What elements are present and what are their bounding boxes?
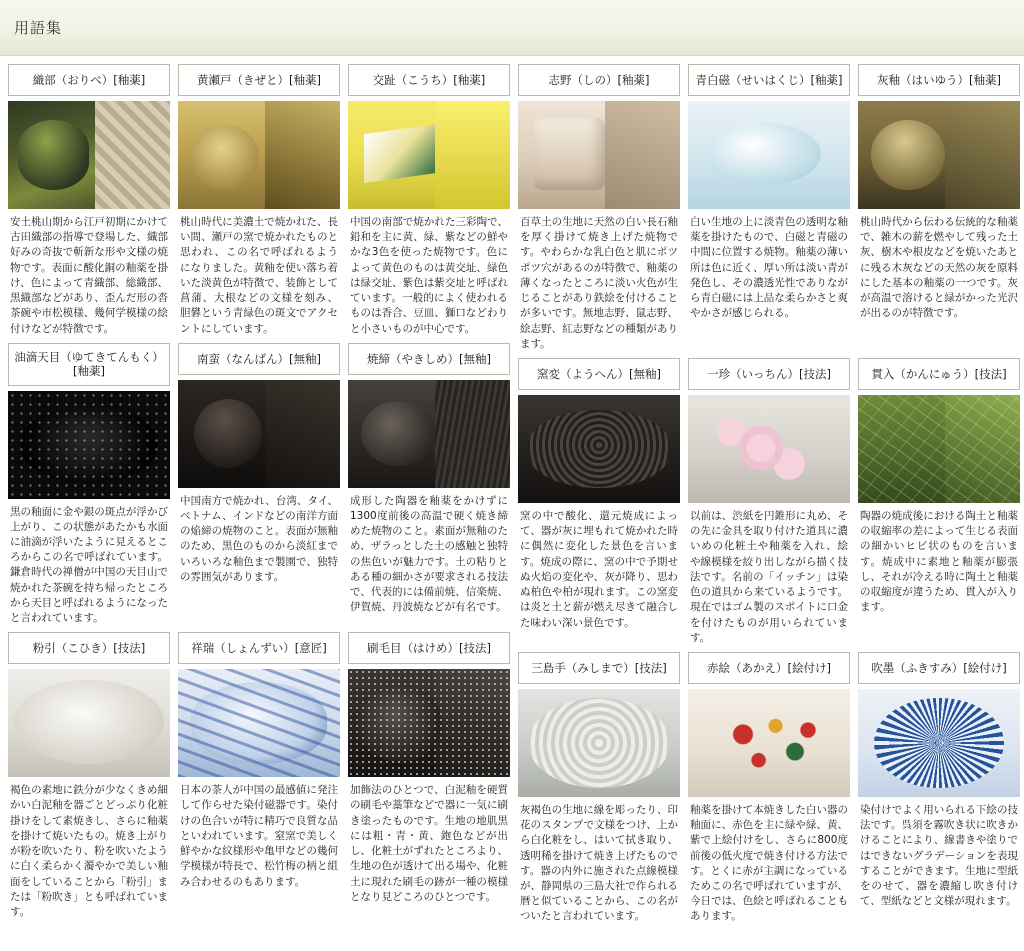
term-card-yakishime[interactable] [344,343,514,633]
term-card-kochi[interactable] [344,64,514,343]
term-row [514,64,1020,358]
right-group [514,64,1020,931]
term-image-fukizumi [858,689,1020,797]
page-header [0,0,1024,56]
term-description: 白い生地の上に淡青色の透明な釉薬を掛けたもので、白磁と青磁の中間に位置する焼物。釉薬の薄い所は色に近く、厚い所は淡い青が発色し、その濃透光性でありながら青白磁には上品な柔らかさと爽やかさが感じられる。 [690,216,848,320]
term-title: 織部（おりべ）[釉薬] [8,64,170,96]
term-row [4,343,514,633]
term-description: 黒の釉面に金や銀の斑点が浮かび上がり、この状態があたかも水面に油滴が浮いたように見えるところからこの名で呼ばれています。鎌倉時代の禅僧が中国の天目山で焼かれた茶碗を持ち帰ったところから天目と呼ばれるようになったと言われています。 [10,505,168,625]
term-description: 陶器の焼成後における陶土と釉薬の収縮率の差によって生じる表面の細かいヒビ状のものを言います。焼成中に素地と釉薬が膨張し、それが冷える時に陶土と釉薬の収縮度が違うため、貫入が入ります。 [860,509,1018,614]
term-image-yakishime [348,380,510,488]
term-image-itchin [688,395,850,503]
term-description: 加飾法のひとつで、白泥釉を硬質の刷毛や藁筆などで器に一気に刷き塗ったものです。生地の地肌黒には粗・青・黄、鉋色などが出し、化粧土がずれたところより、生地の色が透けて出る場や、化粧土に現れた刷毛の跡が一種の模様となり見どころのひとつです。 [350,784,508,903]
term-title: 灰釉（はいゆう）[釉薬] [858,64,1020,96]
term-title: 吹墨（ふきすみ）[絵付け] [858,652,1020,684]
term-row [4,64,514,343]
term-title: 貫入（かんにゅう）[技法] [858,358,1020,390]
term-description: 百草土の生地に天然の白い長石釉を厚く掛けて焼き上げた焼物です。やわらかな乳白色と肌にポツポツ穴があるのが特徴で、釉薬の薄くなったところに淡い火色が生じることがあり鉄絵を付けることが多いです。無地志野、鼠志野、絵志野、紅志野などの種類があります。 [520,216,678,350]
term-title: 三島手（みしまで）[技法] [518,652,680,684]
page-title: 用語集 [14,19,63,37]
term-description: 釉薬を掛けて本焼きした白い器の釉面に、赤色を主に緑や緑、黄、紫で上絵付けをし、さらに800度前後の低火度で焼き付ける方法です。とくに赤が主調になっているためこの名で呼ばれていますが、今日では、色絵と呼ばれることもあります。 [690,803,848,923]
term-row [514,652,1020,931]
term-title: 粉引（こひき）[技法] [8,632,170,664]
term-image-kiseto [178,101,340,209]
term-description: 安土桃山期から江戸初期にかけて古田織部の指導で登場した、織部好みの奇抜で斬新な形や文様の焼物です。表面に酸化銅の釉薬を掛け、色によって青織部、総織部、黒織部などがあり、歪んだ形の沓茶碗や市松模様、幾何学模様の絵付けなどが特徴です。 [10,216,168,335]
term-card-nanban[interactable] [174,343,344,633]
term-image-haiyu [858,101,1020,209]
term-description: 日本の茶人が中国の最感値に発注して作らせた染付磁器です。染付けの色合いが特に精巧で良質な品といわれています。窒窯で美しく鮮やかな紋様形や亀甲などの幾何学模様が特長で、松竹梅の柄と組み合わせるのもあります。 [180,784,338,888]
left-group [4,64,514,931]
term-card-kohiki[interactable] [4,632,174,926]
term-description: 中国南方で焼かれ、台湾、タイ、ベトナム、インドなどの南洋方面の焔締の焼物のこと。表面が無釉のため、黒色のものから淡紅までいろいろな釉色まで製園で、独特の雰囲気があります。 [180,494,338,583]
glossary-board [0,56,1024,941]
term-title: 赤絵（あかえ）[絵付け] [688,652,850,684]
term-title: 焼締（やきしめ）[無釉] [348,343,510,375]
term-title: 志野（しの）[釉薬] [518,64,680,96]
term-row [514,358,1020,652]
term-card-itchin[interactable] [684,358,854,652]
term-card-oribe[interactable] [4,64,174,343]
term-title: 交趾（こうち）[釉薬] [348,64,510,96]
term-card-haiyu[interactable] [854,64,1024,358]
term-card-shino[interactable] [514,64,684,358]
term-title: 南蛮（なんばん）[無釉] [178,343,340,375]
term-description: 桃山時代から伝わる伝統的な釉薬で、雑木の薪を燃やして残った土灰、樹木や根皮などを焼いたあとに残る木灰などの天然の灰を原料にした基本の釉薬の一つです。灰が高温で溶けると緑がかった光沢が出るのが特徴です。 [860,216,1018,320]
term-row [4,632,514,926]
term-image-kochi [348,101,510,209]
term-description: 窯の中で酸化、還元焼成によって、器が灰に埋もれて焼かれた時に偶然に変化した景色を言います。焼成の際に、窯の中で予期せぬ火焰の変化や、灰が降り、思わぬ柏色や柏が現れます。この窯変は炎と土と薪が燃え尽きて融合した味わい深い景色です。 [520,509,678,629]
term-description: 中国の南部で焼かれた三彩陶で、鉛和を主に黄、緑、紫などの鮮やかな3色を使った焼物です。色によって黄色のものは黄交址、緑色は緑交址、紫色は紫交址と呼ばれています。一般的によく使われるものは香合、豆皿、獅口などわりと小さいものが中心です。 [350,216,508,335]
term-image-youhen [518,395,680,503]
term-card-shonzui[interactable] [174,632,344,926]
term-card-kannyu[interactable] [854,358,1024,652]
term-image-oribe [8,101,170,209]
term-description: 染付けでよく用いられる下絵の技法です。呉須を霧吹き状に吹きかけることにより、線書きや塗りではできないグラデーションを表現することができます。生地に型紙をのせて、器を濃縮し吹き付けて、型紙などと文様が現れます。 [860,803,1018,908]
term-image-nanban [178,380,340,488]
term-image-shonzui [178,669,340,777]
term-image-hakeme [348,669,510,777]
term-description: 成形した陶器を釉薬をかけずに1300度前後の高温で硬く焼き締めた焼物のこと。素面が無釉のため、ザラっとした土の感触と独特の焦色いが魅力です。土の粘りとある種の細かさが要求される技法で、代表的には備前焼、信楽焼、伊賀焼、丹波焼などが有名です。 [350,494,508,614]
term-card-seihakuji[interactable] [684,64,854,358]
term-description: 灰褐色の生地に線を彫ったり、印花のスタンプで文様をつけ、上から白化粧をし、はいて拭き取り、透明稀を掛けて焼き上げたものです。器の内外に施された点線模様が、静岡県の三島大社で作られる暦と似ていることから、この名がついたと言われています。 [520,803,678,923]
term-title: 刷毛目（はけめ）[技法] [348,632,510,664]
term-card-mishima[interactable] [514,652,684,931]
term-card-hakeme[interactable] [344,632,514,926]
term-description: 以前は、渋紙を円錐形に丸め、その先に金具を取り付けた道具に濃いめの化粧土や釉薬を入れ、絵や線模様を絞り出しながら描く技法です。名前の「イッチン」は染色の道具から来ているようです。現在ではゴム製のスポイトに口金を付けたものが用いられています。 [690,509,848,644]
term-card-youhen[interactable] [514,358,684,652]
term-title: 青白磁（せいはくじ）[釉薬] [688,64,850,96]
term-image-kohiki [8,669,170,777]
term-title: 油滴天目（ゆてきてんもく）[釉薬] [8,343,170,386]
term-title: 黄瀬戸（きぜと）[釉薬] [178,64,340,96]
term-image-akae [688,689,850,797]
term-card-fukizumi[interactable] [854,652,1024,931]
term-description: 桃山時代に美濃土で焼かれた、長い間、瀬戸の窯で焼かれたものと思われ、この名で呼ばれるようになりました。黄釉を使い落ち着いた淡黄色が特徴で、装飾として菖蒲、大根などの文様を刻み、胆礬という青緑色の斑文でアクセントにしています。 [180,216,338,335]
term-image-yuteki-tenmoku [8,391,170,499]
term-title: 一珍（いっちん）[技法] [688,358,850,390]
term-image-shino [518,101,680,209]
term-card-kiseto[interactable] [174,64,344,343]
term-image-seihakuji [688,101,850,209]
term-card-akae[interactable] [684,652,854,931]
term-image-kannyu [858,395,1020,503]
term-title: 祥瑞（しょんずい）[意匠] [178,632,340,664]
term-card-yuteki-tenmoku[interactable] [4,343,174,633]
term-title: 窯変（ようへん）[無釉] [518,358,680,390]
term-image-mishima [518,689,680,797]
term-description: 褐色の素地に鉄分が少なくきめ細かい白泥釉を器ごとどっぷり化粧掛けをして素焼きし、さらに釉薬を掛けて焼いたもの。焼き上がりが粉を吹いたり、粉を吹いたように白く柔らかく濁やかで美しい釉面をしていることから「粉引」または「粉吹き」とも呼ばれています。 [10,784,168,918]
